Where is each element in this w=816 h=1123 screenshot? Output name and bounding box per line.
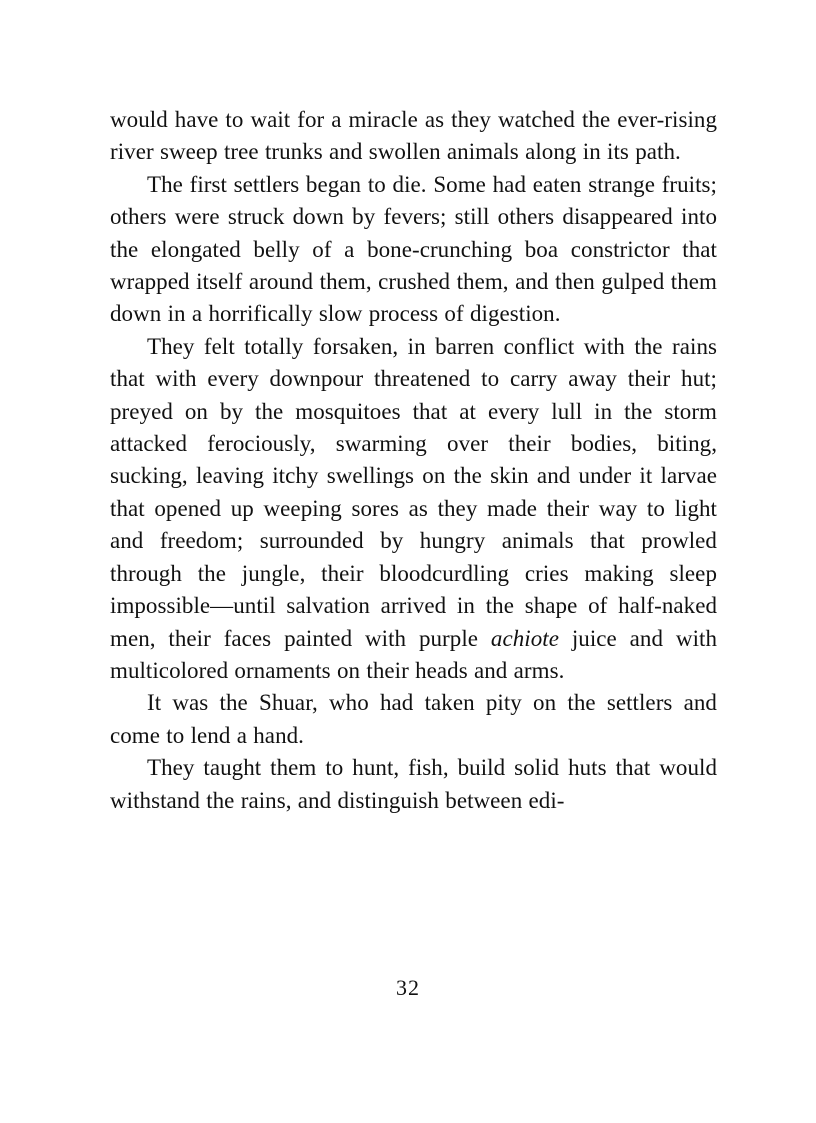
- paragraph-4: It was the Shuar, who had taken pity on the settlers and come to lend a hand.: [110, 690, 717, 748]
- page-number: 32: [396, 975, 420, 1000]
- italic-word-achiote: achiote: [490, 625, 559, 651]
- paragraph-3-text-after: juice and with multicolored ornaments on their heads and arms.: [110, 625, 717, 683]
- paragraph-3: [110, 331, 717, 687]
- paragraph-3-text-before: They felt totally forsaken, in barren conflict with the rains that with every downpour threatened to carry away their hut; preyed on by the mosquitoes that at every lull in the storm attacked ferociously, swarming over their bodies, biting, sucking, leaving itchy swellings on the skin and under it larvae that opened up weeping sores as they made their way to light and freedom; surrounded by hungry animals that prowled through the jungle, their bloodcurdling cries making sleep impossible—until salvation arrived in the shape of half-naked men, their faces painted with purple: [110, 333, 717, 651]
- paragraph-2: The first settlers began to die. Some had eaten strange fruits; others were struck down by fevers; still others disappeared into the elongated belly of a bone-crunching boa constrictor that wrapped itself around them, crushed them, and then gulped them down in a horrifically slow process of digestion.: [110, 171, 717, 327]
- paragraph-5: They taught them to hunt, fish, build solid huts that would withstand the rains, and distinguish between edi-: [110, 755, 717, 813]
- page-body: [110, 104, 717, 817]
- paragraph-1: would have to wait for a miracle as they watched the ever-rising river sweep tree trunks and swollen animals along in its path.: [110, 107, 717, 165]
